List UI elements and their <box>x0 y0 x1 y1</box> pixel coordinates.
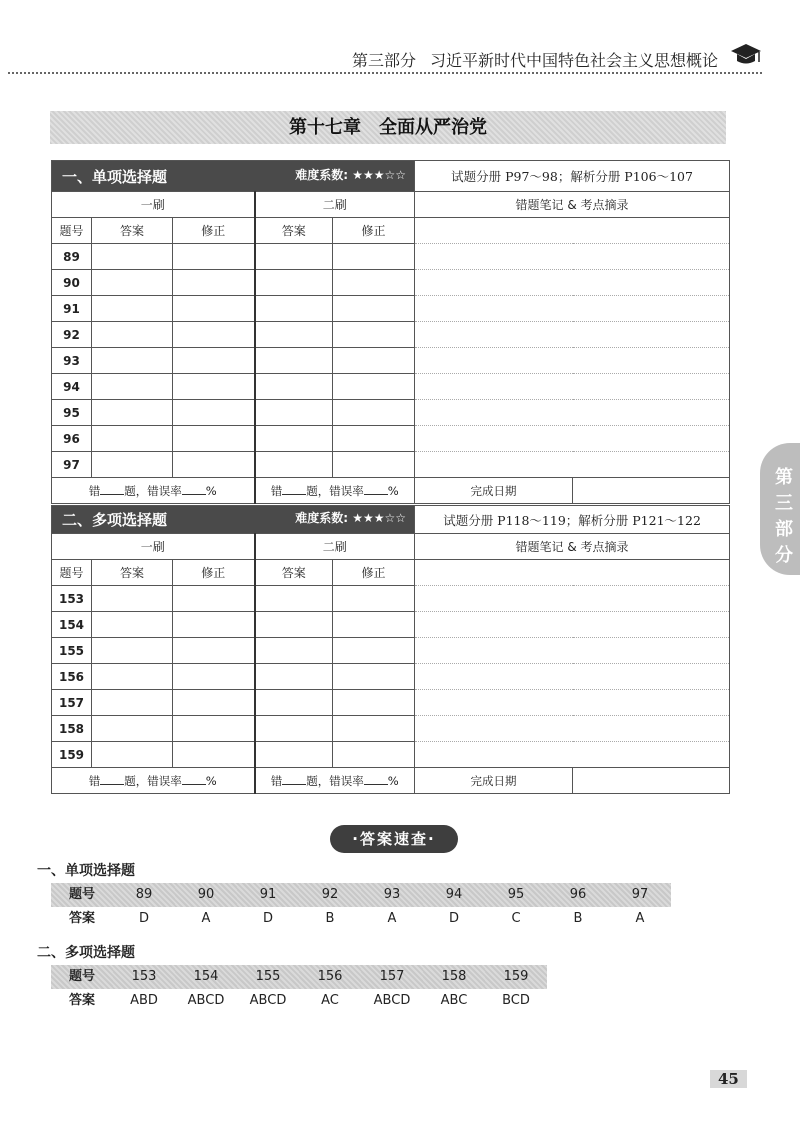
side-tab <box>760 443 800 575</box>
answer-cell-round-2[interactable] <box>255 426 333 452</box>
completion-date-field[interactable] <box>573 478 730 504</box>
question-row <box>52 296 730 322</box>
correction-cell-round-1[interactable] <box>173 716 255 742</box>
answer-key-number: 93 <box>361 883 423 907</box>
question-number: 158 <box>52 716 92 742</box>
answer-key-value: A <box>201 911 211 926</box>
worksheet-multiple-choice <box>51 505 730 794</box>
correction-cell-round-2[interactable] <box>333 400 415 426</box>
answer-key-number: 156 <box>299 965 361 989</box>
answer-cell-round-1[interactable] <box>92 270 173 296</box>
answer-cell-round-1[interactable] <box>92 716 173 742</box>
answer-cell-round-1[interactable] <box>92 322 173 348</box>
answer-key-value: C <box>511 911 521 926</box>
question-number: 93 <box>52 348 92 374</box>
error-rate-round-2: 错 题，错误率 % <box>255 768 415 794</box>
answer-key-value: D <box>448 911 459 926</box>
answer-cell-round-1[interactable] <box>92 612 173 638</box>
notes-header: 错题笔记 & 考点摘录 <box>415 192 730 218</box>
correction-cell-round-2[interactable] <box>333 452 415 478</box>
question-row <box>52 664 730 690</box>
answers-answer-row <box>51 907 671 931</box>
correction-cell-round-2[interactable] <box>333 322 415 348</box>
correction-cell-round-1[interactable] <box>173 664 255 690</box>
col-correction-2: 修正 <box>333 560 415 586</box>
correction-cell-round-1[interactable] <box>173 452 255 478</box>
notes-line[interactable] <box>415 244 730 270</box>
answer-key-number: 95 <box>485 883 547 907</box>
notes-line[interactable] <box>415 374 730 400</box>
completion-date-field[interactable] <box>573 768 730 794</box>
answer-cell-round-1[interactable] <box>92 400 173 426</box>
answer-cell-round-2[interactable] <box>255 322 333 348</box>
col-answer: 答案 <box>92 560 173 586</box>
answer-cell-round-2[interactable] <box>255 374 333 400</box>
question-number: 95 <box>52 400 92 426</box>
question-row <box>52 742 730 768</box>
page-reference: 试题分册 P97～98；解析分册 P106～107 <box>415 161 730 192</box>
answer-key-number: 158 <box>423 965 485 989</box>
answer-key-badge: ·答案速查· <box>330 825 458 853</box>
completion-date-label: 完成日期 <box>415 478 573 504</box>
answers-multi-title: 二、多项选择题 <box>37 945 135 961</box>
error-rate-round-1: 错 题，错误率 % <box>52 768 255 794</box>
correction-cell-round-2[interactable] <box>333 638 415 664</box>
correction-cell-round-1[interactable] <box>173 270 255 296</box>
answer-key-number: 155 <box>237 965 299 989</box>
col-question-no: 题号 <box>52 560 92 586</box>
question-number: 156 <box>52 664 92 690</box>
notes-line[interactable] <box>415 400 730 426</box>
correction-cell-round-1[interactable] <box>173 638 255 664</box>
answer-key-value: A <box>635 911 645 926</box>
answer-cell-round-1[interactable] <box>92 664 173 690</box>
question-row <box>52 322 730 348</box>
answer-key-number: 91 <box>237 883 299 907</box>
correction-cell-round-2[interactable] <box>333 664 415 690</box>
round-1-header: 一刷 <box>52 534 255 560</box>
col-question-no: 题号 <box>52 218 92 244</box>
correction-cell-round-1[interactable] <box>173 322 255 348</box>
answer-key-value: BCD <box>502 993 530 1008</box>
answer-key-value: ABCD <box>249 993 287 1008</box>
answer-cell-round-1[interactable] <box>92 426 173 452</box>
correction-cell-round-1[interactable] <box>173 400 255 426</box>
answer-key-value: ABD <box>130 993 158 1008</box>
answer-key-number: 94 <box>423 883 485 907</box>
correction-cell-round-2[interactable] <box>333 296 415 322</box>
label-no: 题号 <box>51 883 113 907</box>
notes-line[interactable] <box>415 664 730 690</box>
correction-cell-round-1[interactable] <box>173 586 255 612</box>
answers-number-row <box>51 883 671 907</box>
notes-line[interactable] <box>415 690 730 716</box>
correction-cell-round-2[interactable] <box>333 742 415 768</box>
notes-line[interactable] <box>415 742 730 768</box>
error-rate-round-1: 错 题，错误率 % <box>52 478 255 504</box>
header-part: 第三部分 <box>352 51 417 70</box>
error-rate-round-2: 错 题，错误率 % <box>255 478 415 504</box>
notes-line[interactable] <box>415 426 730 452</box>
correction-cell-round-2[interactable] <box>333 716 415 742</box>
difficulty: 难度系数: ★★★☆☆ <box>295 167 407 182</box>
answer-key-value: A <box>387 911 397 926</box>
notes-line[interactable] <box>415 638 730 664</box>
question-row <box>52 586 730 612</box>
question-row <box>52 638 730 664</box>
question-row <box>52 426 730 452</box>
answer-cell-round-2[interactable] <box>255 244 333 270</box>
correction-cell-round-2[interactable] <box>333 426 415 452</box>
answer-key-number: 92 <box>299 883 361 907</box>
completion-date-label: 完成日期 <box>415 768 573 794</box>
answer-key-number: 96 <box>547 883 609 907</box>
correction-cell-round-1[interactable] <box>173 690 255 716</box>
question-row <box>52 348 730 374</box>
correction-cell-round-1[interactable] <box>173 612 255 638</box>
correction-cell-round-2[interactable] <box>333 244 415 270</box>
answer-cell-round-1[interactable] <box>92 690 173 716</box>
notes-line[interactable] <box>415 560 730 586</box>
question-number: 97 <box>52 452 92 478</box>
answer-key-number: 90 <box>175 883 237 907</box>
question-number: 154 <box>52 612 92 638</box>
question-number: 90 <box>52 270 92 296</box>
question-row <box>52 716 730 742</box>
label-ans: 答案 <box>68 911 95 926</box>
answers-answer-row <box>51 989 547 1013</box>
answer-key-number: 157 <box>361 965 423 989</box>
question-number: 159 <box>52 742 92 768</box>
answer-cell-round-1[interactable] <box>92 374 173 400</box>
page-reference: 试题分册 P118～119；解析分册 P121～122 <box>415 506 730 534</box>
notes-line[interactable] <box>415 586 730 612</box>
answer-key-value: ABCD <box>373 993 411 1008</box>
notes-line[interactable] <box>415 716 730 742</box>
question-number: 94 <box>52 374 92 400</box>
answer-cell-round-2[interactable] <box>255 348 333 374</box>
answer-cell-round-2[interactable] <box>255 690 333 716</box>
notes-line[interactable] <box>415 348 730 374</box>
col-correction: 修正 <box>173 218 255 244</box>
chapter-title: 第十七章 全面从严治党 <box>50 111 726 144</box>
correction-cell-round-1[interactable] <box>173 426 255 452</box>
header-title: 习近平新时代中国特色社会主义思想概论 <box>430 51 719 70</box>
correction-cell-round-1[interactable] <box>173 348 255 374</box>
correction-cell-round-1[interactable] <box>173 296 255 322</box>
answer-cell-round-2[interactable] <box>255 612 333 638</box>
answer-key-number: 89 <box>113 883 175 907</box>
correction-cell-round-2[interactable] <box>333 612 415 638</box>
round-2-header: 二刷 <box>255 534 415 560</box>
question-row <box>52 400 730 426</box>
answer-cell-round-2[interactable] <box>255 270 333 296</box>
question-row <box>52 690 730 716</box>
notes-line[interactable] <box>415 452 730 478</box>
round-2-header: 二刷 <box>255 192 415 218</box>
running-header <box>352 48 718 71</box>
question-number: 155 <box>52 638 92 664</box>
section-title: 二、多项选择题 <box>62 511 168 529</box>
correction-cell-round-2[interactable] <box>333 586 415 612</box>
answer-cell-round-1[interactable] <box>92 638 173 664</box>
answer-cell-round-1[interactable] <box>92 296 173 322</box>
answer-cell-round-2[interactable] <box>255 586 333 612</box>
section-bar <box>52 506 415 534</box>
answer-cell-round-2[interactable] <box>255 716 333 742</box>
side-tab-label: 第三部分 <box>775 467 793 566</box>
notes-line[interactable] <box>415 612 730 638</box>
notes-line[interactable] <box>415 270 730 296</box>
notes-line[interactable] <box>415 322 730 348</box>
worksheet-single-choice <box>51 160 730 504</box>
answer-key-value: AC <box>321 993 339 1008</box>
col-correction: 修正 <box>173 560 255 586</box>
question-number: 96 <box>52 426 92 452</box>
label-ans: 答案 <box>68 993 95 1008</box>
answer-cell-round-1[interactable] <box>92 742 173 768</box>
answers-single-grid <box>51 883 671 931</box>
correction-cell-round-2[interactable] <box>333 348 415 374</box>
page-number: 45 <box>710 1070 747 1088</box>
answer-key-value: D <box>262 911 273 926</box>
header-divider <box>8 72 762 74</box>
col-answer: 答案 <box>92 218 173 244</box>
question-number: 153 <box>52 586 92 612</box>
answer-cell-round-2[interactable] <box>255 742 333 768</box>
section-title: 一、单项选择题 <box>62 167 168 186</box>
correction-cell-round-1[interactable] <box>173 244 255 270</box>
answer-key-number: 153 <box>113 965 175 989</box>
question-row <box>52 612 730 638</box>
section-bar <box>52 161 415 192</box>
answer-key-value: ABCD <box>187 993 225 1008</box>
correction-cell-round-1[interactable] <box>173 742 255 768</box>
col-answer-2: 答案 <box>255 560 333 586</box>
answer-key-number: 154 <box>175 965 237 989</box>
answers-single-title: 一、单项选择题 <box>37 863 135 879</box>
answer-cell-round-2[interactable] <box>255 296 333 322</box>
difficulty: 难度系数: ★★★☆☆ <box>295 511 407 525</box>
question-row <box>52 244 730 270</box>
answer-key-value: D <box>138 911 149 926</box>
question-row <box>52 270 730 296</box>
question-row <box>52 452 730 478</box>
answer-cell-round-2[interactable] <box>255 400 333 426</box>
answer-cell-round-1[interactable] <box>92 348 173 374</box>
correction-cell-round-2[interactable] <box>333 374 415 400</box>
question-number: 92 <box>52 322 92 348</box>
round-1-header: 一刷 <box>52 192 255 218</box>
question-number: 91 <box>52 296 92 322</box>
notes-line[interactable] <box>415 296 730 322</box>
question-number: 157 <box>52 690 92 716</box>
answer-cell-round-2[interactable] <box>255 452 333 478</box>
col-correction-2: 修正 <box>333 218 415 244</box>
correction-cell-round-2[interactable] <box>333 270 415 296</box>
answer-key-number: 97 <box>609 883 671 907</box>
answer-cell-round-2[interactable] <box>255 664 333 690</box>
answer-key-number: 159 <box>485 965 547 989</box>
answer-key-value: B <box>325 911 335 926</box>
question-number: 89 <box>52 244 92 270</box>
answers-number-row <box>51 965 547 989</box>
label-no: 题号 <box>51 965 113 989</box>
answer-cell-round-2[interactable] <box>255 638 333 664</box>
correction-cell-round-1[interactable] <box>173 374 255 400</box>
answer-cell-round-1[interactable] <box>92 452 173 478</box>
answer-key-value: ABC <box>440 993 468 1008</box>
notes-line[interactable] <box>415 218 730 244</box>
notes-header: 错题笔记 & 考点摘录 <box>415 534 730 560</box>
graduation-cap-icon <box>730 42 762 68</box>
answer-cell-round-1[interactable] <box>92 244 173 270</box>
answer-key-value: B <box>573 911 583 926</box>
correction-cell-round-2[interactable] <box>333 690 415 716</box>
question-row <box>52 374 730 400</box>
col-answer-2: 答案 <box>255 218 333 244</box>
answers-multi-grid <box>51 965 547 1013</box>
answer-cell-round-1[interactable] <box>92 586 173 612</box>
